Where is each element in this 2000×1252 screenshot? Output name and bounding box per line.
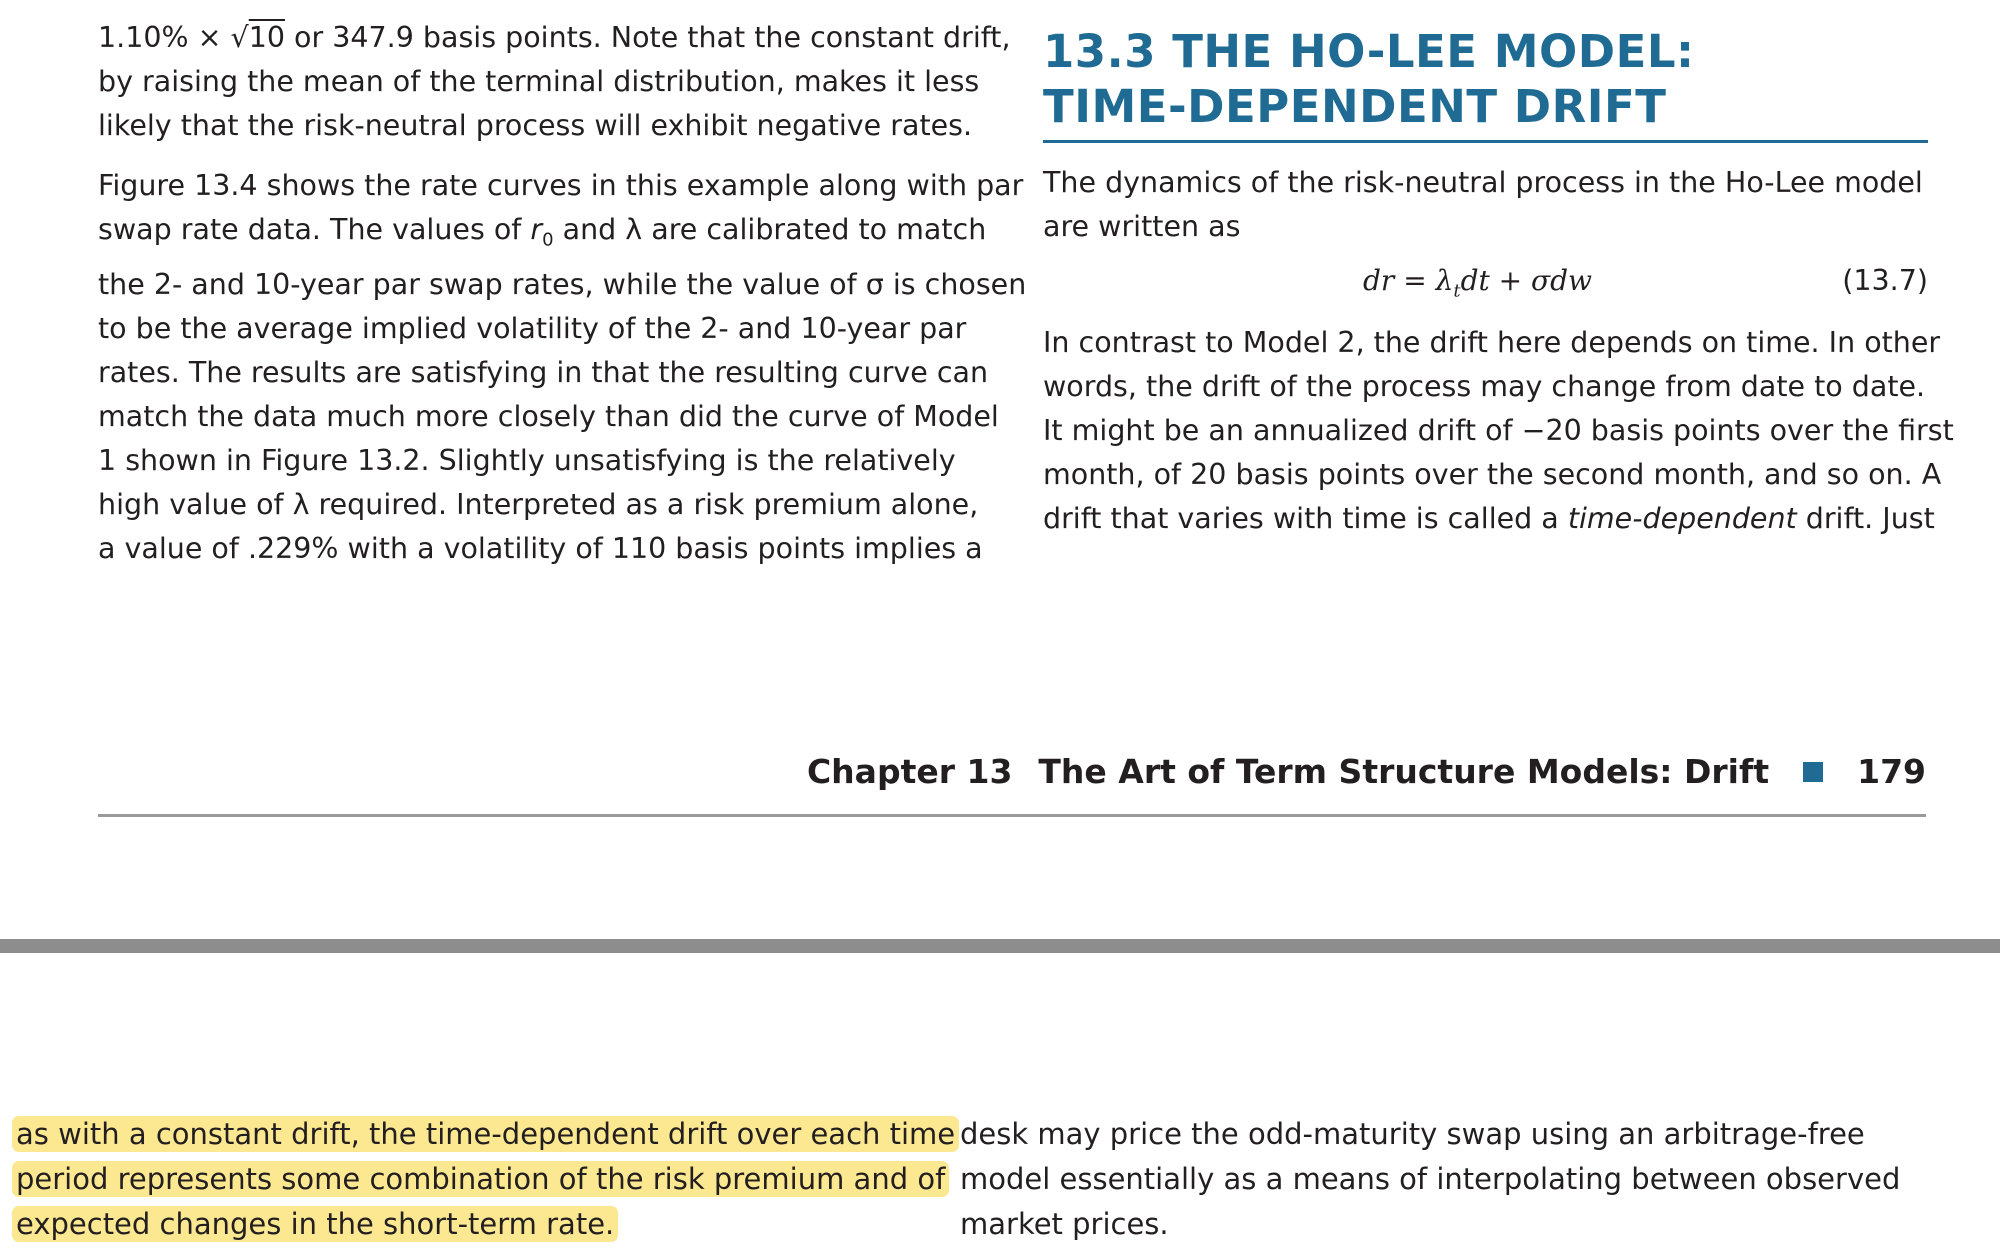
page-footer	[807, 752, 1926, 791]
footer-title: The Art of Term Structure Models: Drift	[1038, 752, 1770, 791]
section-heading: 13.3 THE HO-LEE MODEL: TIME-DEPENDENT DRIFT	[1043, 25, 1695, 133]
highlighted-line[interactable]: expected changes in the short-term rate.	[12, 1202, 912, 1247]
text-line: swap rate data. The values of $r_0$ and λ are calibrated to match	[98, 213, 987, 251]
text-line: to be the average implied volatility of the 2- and 10-year par	[98, 311, 967, 345]
page-number: 179	[1857, 752, 1926, 791]
sqrt-sign: √	[230, 21, 249, 54]
next-page-left-column	[12, 1112, 956, 1247]
text-line: 1.10% × √10 or 347.9 basis points. Note that the constant drift,	[98, 21, 1011, 54]
highlighted-line[interactable]: period represents some combination of the risk premium and of	[12, 1157, 912, 1202]
text-line: a value of .229% with a volatility of 110 basis points implies a	[98, 531, 983, 565]
next-page-right-column	[960, 1112, 1920, 1247]
page-break-divider	[0, 939, 2000, 953]
text-line: are written as	[1043, 210, 1241, 243]
text-line: month, of 20 basis points over the second month, and so on. A	[1043, 458, 1942, 491]
text-line: market prices.	[960, 1207, 1169, 1241]
text-line: Figure 13.4 shows the rate curves in this example along with par	[98, 169, 1024, 202]
text-line: 1 shown in Figure 13.2. Slightly unsatisfying is the relatively	[98, 443, 956, 477]
text-line: words, the drift of the process may change from date to date.	[1043, 370, 1926, 403]
text-line: rates. The results are satisfying in that the resulting curve can	[98, 355, 989, 389]
text-line: drift that varies with time is called a time-dependent drift. Just	[1043, 502, 1935, 535]
footer-rule	[98, 814, 1926, 817]
footer-chapter: Chapter 13	[806, 752, 1013, 791]
text-line: In contrast to Model 2, the drift here depends on time. In other	[1043, 326, 1941, 359]
text-line: likely that the risk-neutral process will exhibit negative rates.	[98, 109, 973, 142]
left-column	[98, 16, 1027, 571]
text-line: high value of λ required. Interpreted as a risk premium alone,	[98, 487, 979, 521]
text-line: It might be an annualized drift of −20 basis points over the first	[1043, 414, 1954, 447]
text-line: by raising the mean of the terminal distribution, makes it less	[98, 65, 980, 98]
footer-square-icon	[1803, 762, 1823, 782]
right-column	[1043, 24, 1954, 541]
text-line: desk may price the odd-maturity swap using an arbitrage-free	[960, 1117, 1865, 1151]
text-line: the 2- and 10-year par swap rates, while the value of σ is chosen	[98, 267, 1027, 301]
sqrt-radicand: 10	[248, 21, 285, 54]
text-line: The dynamics of the risk-neutral process in the Ho-Lee model	[1043, 166, 1923, 199]
highlighted-line[interactable]: as with a constant drift, the time-dependent drift over each time	[12, 1112, 912, 1157]
equation	[1043, 259, 1928, 303]
equation-number: (13.7)	[1842, 264, 1928, 297]
text-line: match the data much more closely than did the curve of Model	[98, 399, 999, 433]
text-line: model essentially as a means of interpolating between observed	[960, 1162, 1901, 1196]
equation-formula: dr = $\lambda_tdt + \sigma dw$	[1363, 264, 1593, 302]
